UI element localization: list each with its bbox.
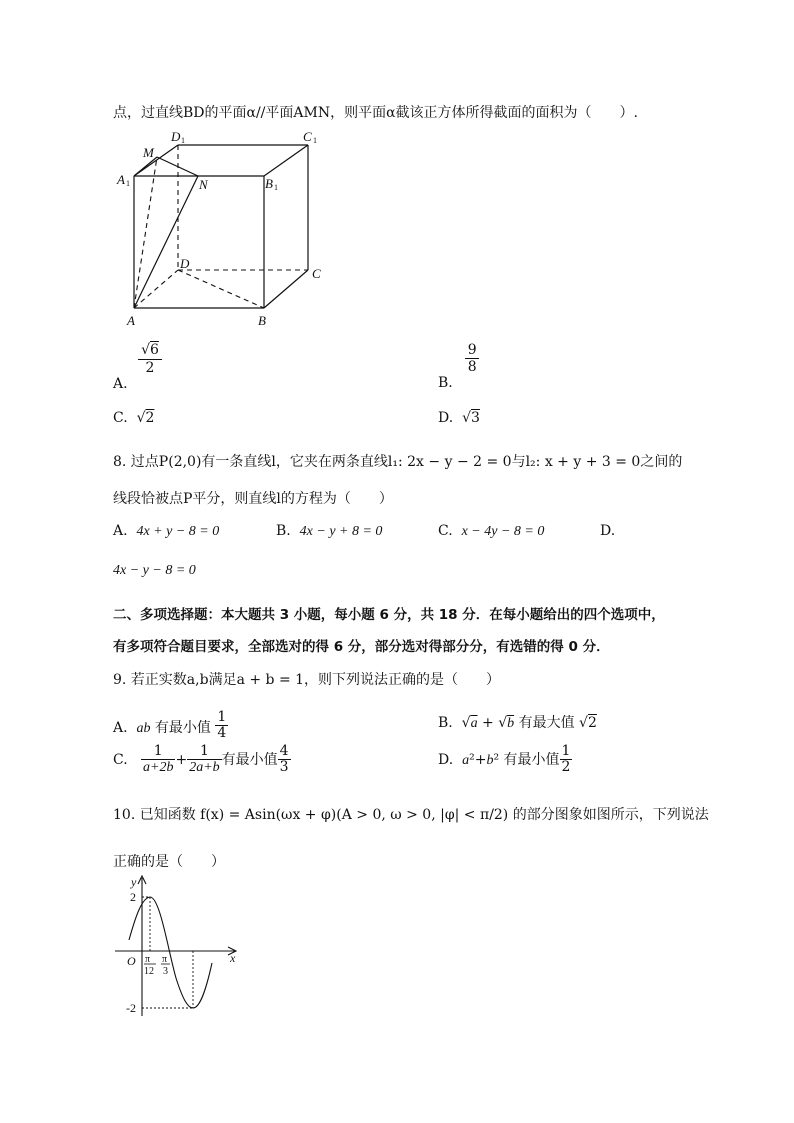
graph-y-neg2: -2 bbox=[126, 1001, 136, 1015]
graph-origin: O bbox=[127, 954, 136, 968]
q8-option-a[interactable]: A. 4x + y − 8 = 0 bbox=[113, 523, 220, 539]
q10-stem-line1: 10. 已知函数 f(x) = Asin(ωx + φ)(A > 0, ω > 0, |φ| < π/2) 的部分图象如图所示，下列说法 bbox=[113, 807, 709, 823]
section2-line1: 二、多项选择题：本大题共 3 小题，每小题 6 分，共 18 分．在每小题给出的四个选项中， bbox=[113, 607, 665, 623]
graph-tick-pi-12: 12 bbox=[144, 966, 154, 977]
label-n: N bbox=[199, 177, 208, 192]
q9-option-c[interactable]: C. $\frac{1}{a+2b}$ + $\frac{1}{2a+b}$ 有最小值 $\frac{4}{3}$ bbox=[113, 743, 289, 776]
label-c1: C bbox=[303, 129, 312, 144]
label-b: B bbox=[258, 313, 266, 328]
section2-line2: 有多项符合题目要求，全部选对的得 6 分，部分选对得部分分，有选错的得 0 分． bbox=[113, 639, 610, 655]
q7-option-a[interactable]: A. $\frac{√6}{2}$ bbox=[113, 358, 156, 392]
graph-x-label: x bbox=[230, 951, 236, 965]
q7-option-c[interactable]: C. √2 bbox=[113, 410, 155, 426]
svg-text:1: 1 bbox=[126, 179, 130, 188]
sine-graph bbox=[115, 868, 245, 1020]
q7-stem: 点，过直线BD的平面α//平面AMN，则平面α截该正方体所得截面的面积为（ ）. bbox=[113, 105, 638, 121]
label-d1: D bbox=[171, 129, 181, 144]
graph-y-2: 2 bbox=[130, 890, 136, 904]
label-a1: A bbox=[117, 172, 125, 187]
svg-text:1: 1 bbox=[274, 183, 278, 192]
cube-figure bbox=[112, 125, 332, 330]
q8-stem-line1: 8. 过点P(2,0)有一条直线l，它夹在两条直线l₁: 2x − y − 2 = 0与l₂: x + y + 3 = 0之间的 bbox=[113, 454, 683, 470]
q8-option-b[interactable]: B. 4x − y + 8 = 0 bbox=[276, 523, 383, 539]
label-c: C bbox=[312, 266, 321, 281]
q8-option-d-letter[interactable]: D. bbox=[600, 523, 616, 539]
q8-stem-line2: 线段恰被点P平分，则直线l的方程为（ ） bbox=[113, 491, 393, 507]
q10-stem-line2: 正确的是（ ） bbox=[113, 854, 225, 870]
svg-text:1: 1 bbox=[181, 136, 185, 145]
q8-option-c[interactable]: C. x − 4y − 8 = 0 bbox=[438, 523, 545, 539]
graph-y-label: y bbox=[131, 875, 137, 889]
q9-option-a[interactable]: A. ab 有最小值 $\frac{1}{4}$ bbox=[113, 709, 227, 742]
q7-option-d[interactable]: D. √3 bbox=[438, 410, 480, 426]
svg-text:π: π bbox=[162, 954, 168, 965]
q7-option-b[interactable]: B. $\frac{9}{8}$ bbox=[438, 358, 471, 391]
label-b1: B bbox=[265, 176, 273, 191]
svg-text:1: 1 bbox=[313, 136, 317, 145]
label-m: M bbox=[143, 145, 154, 160]
q9-option-b[interactable]: B. √a + √b 有最大值 √2 bbox=[438, 715, 597, 731]
label-d: D bbox=[180, 256, 190, 271]
graph-tick-pi-3: 3 bbox=[163, 966, 168, 977]
q8-option-d-value[interactable]: 4x − y − 8 = 0 bbox=[113, 563, 196, 578]
q9-option-d[interactable]: D. a²+b² 有最小值 $\frac{1}{2}$ bbox=[438, 743, 571, 776]
q9-stem: 9. 若正实数a,b满足a + b = 1，则下列说法正确的是（ ） bbox=[113, 672, 501, 688]
svg-text:π: π bbox=[145, 954, 151, 965]
label-a: A bbox=[127, 313, 135, 328]
